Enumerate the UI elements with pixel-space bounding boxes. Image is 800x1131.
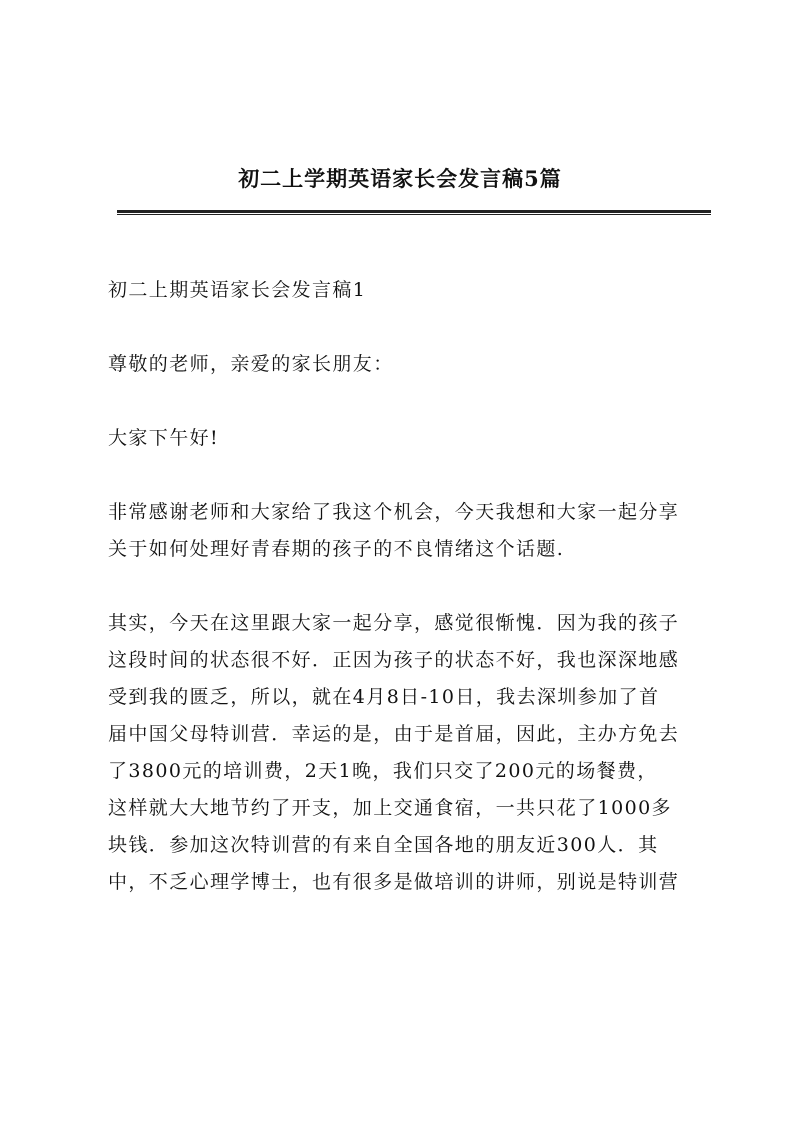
salutation (108, 346, 708, 383)
body-paragraph (108, 605, 708, 901)
text-line: 其实，今天在这里跟大家一起分享，感觉很惭愧．因为我的孩子 (108, 612, 680, 634)
text-line: 中，不乏心理学博士，也有很多是做培训的讲师，别说是特训营 (108, 871, 680, 893)
text-line: 块钱．参加这次特训营的有来自全国各地的朋友近300人．其 (108, 834, 659, 856)
text-line: 大家下午好! (108, 427, 220, 449)
text-line: 届中国父母特训营．幸运的是，由于是首届，因此，主办方免去 (108, 723, 680, 745)
text-line: 受到我的匮乏，所以，就在4月8日-10日，我去深圳参加了首 (108, 686, 660, 708)
greeting (108, 420, 708, 457)
text-line: 尊敬的老师，亲爱的家长朋友： (108, 353, 394, 375)
text-line: 这段时间的状态很不好．正因为孩子的状态不好，我也深深地感 (108, 649, 680, 671)
document-title: 初二上学期英语家长会发言稿5篇 (238, 166, 562, 191)
title-divider (117, 210, 711, 215)
text-line: 关于如何处理好青春期的孩子的不良情绪这个话题. (108, 538, 565, 560)
text-line: 初二上期英语家长会发言稿1 (108, 279, 367, 301)
section-heading (108, 272, 708, 309)
text-line: 这样就大大地节约了开支，加上交通食宿，一共只花了1000多 (108, 797, 672, 819)
text-line: 了3800元的培训费，2天1晚，我们只交了200元的场餐费， (108, 760, 658, 782)
body-paragraph (108, 494, 708, 568)
text-line: 非常感谢老师和大家给了我这个机会，今天我想和大家一起分享 (108, 501, 680, 523)
document-body (108, 272, 708, 938)
